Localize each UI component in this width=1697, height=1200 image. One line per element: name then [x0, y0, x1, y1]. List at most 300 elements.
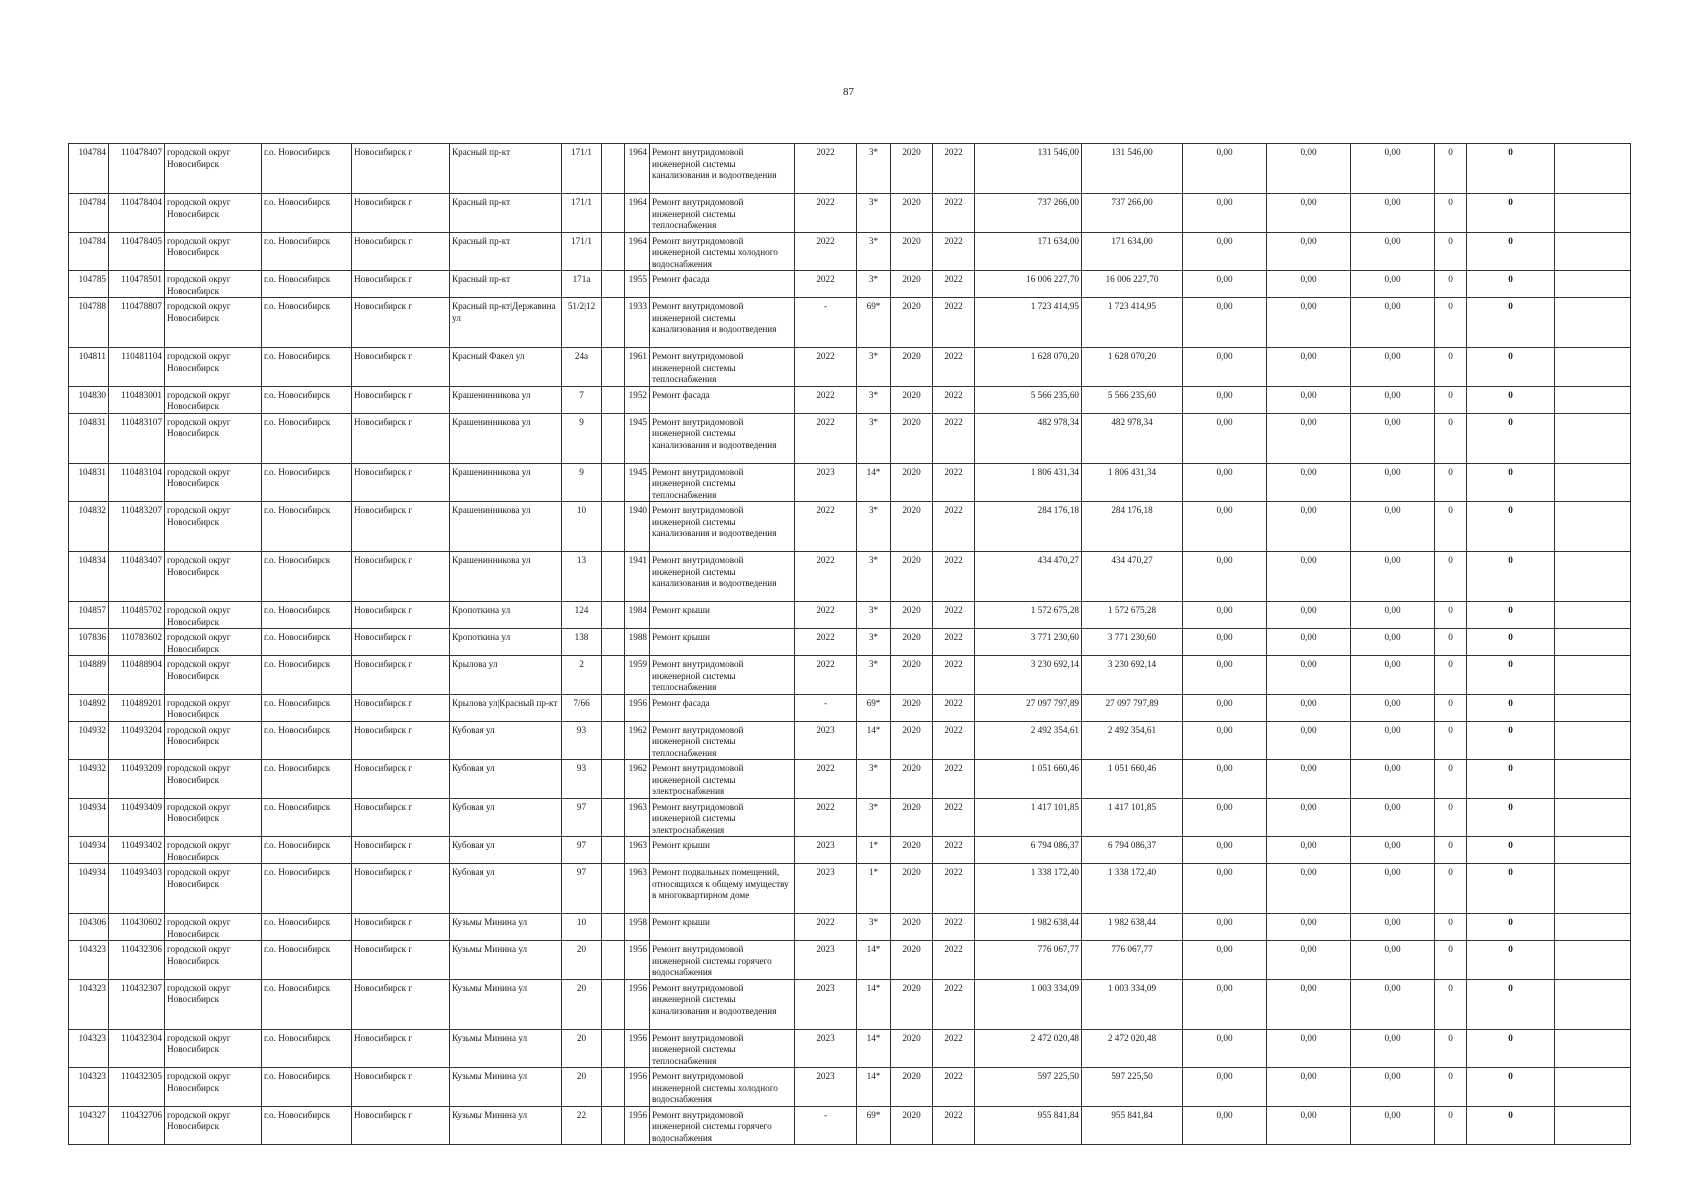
cell-total-cost: 16 006 227,70	[975, 271, 1082, 298]
cell-local-cost: 0,00	[1351, 298, 1435, 348]
cell-note-code: 69*	[857, 298, 891, 348]
cell-plan-year: 2022	[795, 602, 857, 629]
cell-work-type: Ремонт фасада	[650, 386, 795, 413]
cell-municipality: городской округ Новосибирск	[165, 144, 262, 194]
cell-local-cost: 0,00	[1351, 760, 1435, 799]
cell-other-cost: 0	[1467, 413, 1555, 463]
cell-work-type: Ремонт внутридомовой инженерной системы теплоснабжения	[650, 194, 795, 233]
cell-owners-cost-count: 0	[1435, 271, 1467, 298]
cell-regional-cost: 0,00	[1267, 941, 1351, 980]
cell-item-id: 110478501	[109, 271, 165, 298]
cell-building	[602, 629, 625, 656]
cell-street: Кропоткина ул	[450, 629, 562, 656]
cell-street: Крашенинникова ул	[450, 502, 562, 552]
cell-year-built: 1952	[625, 386, 650, 413]
cell-fund-cost: 2 492 354,61	[1082, 721, 1183, 760]
cell-total-cost: 6 794 086,37	[975, 837, 1082, 864]
cell-locality: Новосибирск г	[352, 798, 450, 837]
cell-locality: Новосибирск г	[352, 721, 450, 760]
cell-local-cost: 0,00	[1351, 941, 1435, 980]
cell-municipal-district: г.о. Новосибирск	[262, 864, 352, 914]
cell-municipal-district: г.о. Новосибирск	[262, 656, 352, 695]
cell-local-cost: 0,00	[1351, 656, 1435, 695]
cell-house-id: 104831	[69, 413, 109, 463]
cell-period-end: 2022	[933, 602, 975, 629]
cell-work-type: Ремонт внутридомовой инженерной системы горячего водоснабжения	[650, 1106, 795, 1145]
cell-locality: Новосибирск г	[352, 864, 450, 914]
cell-locality: Новосибирск г	[352, 629, 450, 656]
cell-note-code: 3*	[857, 552, 891, 602]
cell-street: Кузьмы Минина ул	[450, 979, 562, 1029]
cell-locality: Новосибирск г	[352, 463, 450, 502]
cell-house-number: 20	[562, 979, 602, 1029]
cell-owners-cost-count: 0	[1435, 232, 1467, 271]
cell-period-start: 2020	[891, 1106, 933, 1145]
cell-house-id: 104785	[69, 271, 109, 298]
cell-locality: Новосибирск г	[352, 144, 450, 194]
cell-plan-year: 2022	[795, 502, 857, 552]
cell-owners-cost-count: 0	[1435, 1106, 1467, 1145]
cell-other-cost: 0	[1467, 979, 1555, 1029]
cell-regional-cost: 0,00	[1267, 144, 1351, 194]
cell-owners-cost-count: 0	[1435, 721, 1467, 760]
cell-plan-year: -	[795, 298, 857, 348]
cell-fund-cost: 482 978,34	[1082, 413, 1183, 463]
cell-other-cost: 0	[1467, 602, 1555, 629]
cell-work-type: Ремонт внутридомовой инженерной системы канализования и водоотведения	[650, 502, 795, 552]
cell-note-code: 3*	[857, 144, 891, 194]
cell-owners-cost-count: 0	[1435, 348, 1467, 387]
cell-municipal-district: г.о. Новосибирск	[262, 552, 352, 602]
cell-building	[602, 413, 625, 463]
cell-federal-cost: 0,00	[1183, 798, 1267, 837]
cell-federal-cost: 0,00	[1183, 979, 1267, 1029]
cell-note-code: 3*	[857, 271, 891, 298]
cell-federal-cost: 0,00	[1183, 941, 1267, 980]
cell-local-cost: 0,00	[1351, 271, 1435, 298]
cell-house-id: 104832	[69, 502, 109, 552]
cell-regional-cost: 0,00	[1267, 798, 1351, 837]
cell-local-cost: 0,00	[1351, 694, 1435, 721]
cell-year-built: 1988	[625, 629, 650, 656]
cell-federal-cost: 0,00	[1183, 386, 1267, 413]
cell-locality: Новосибирск г	[352, 232, 450, 271]
cell-house-id: 104784	[69, 144, 109, 194]
cell-plan-year: 2022	[795, 914, 857, 941]
cell-period-start: 2020	[891, 914, 933, 941]
cell-street: Крылова ул|Красный пр-кт	[450, 694, 562, 721]
cell-municipal-district: г.о. Новосибирск	[262, 386, 352, 413]
cell-extra	[1555, 502, 1631, 552]
cell-total-cost: 284 176,18	[975, 502, 1082, 552]
cell-locality: Новосибирск г	[352, 271, 450, 298]
table-row	[69, 463, 1631, 502]
cell-period-start: 2020	[891, 463, 933, 502]
cell-period-start: 2020	[891, 271, 933, 298]
cell-federal-cost: 0,00	[1183, 502, 1267, 552]
cell-municipal-district: г.о. Новосибирск	[262, 941, 352, 980]
cell-building	[602, 721, 625, 760]
cell-locality: Новосибирск г	[352, 979, 450, 1029]
cell-note-code: 69*	[857, 1106, 891, 1145]
cell-period-start: 2020	[891, 386, 933, 413]
cell-year-built: 1963	[625, 798, 650, 837]
cell-plan-year: 2022	[795, 798, 857, 837]
cell-extra	[1555, 413, 1631, 463]
cell-period-start: 2020	[891, 298, 933, 348]
table-row	[69, 194, 1631, 233]
table-row	[69, 760, 1631, 799]
cell-fund-cost: 3 771 230,60	[1082, 629, 1183, 656]
cell-municipality: городской округ Новосибирск	[165, 552, 262, 602]
cell-fund-cost: 1 982 638,44	[1082, 914, 1183, 941]
cell-plan-year: -	[795, 694, 857, 721]
cell-owners-cost-count: 0	[1435, 914, 1467, 941]
cell-regional-cost: 0,00	[1267, 271, 1351, 298]
cell-other-cost: 0	[1467, 1029, 1555, 1068]
cell-extra	[1555, 1068, 1631, 1107]
cell-local-cost: 0,00	[1351, 413, 1435, 463]
cell-note-code: 3*	[857, 502, 891, 552]
cell-total-cost: 3 230 692,14	[975, 656, 1082, 695]
cell-regional-cost: 0,00	[1267, 602, 1351, 629]
cell-municipal-district: г.о. Новосибирск	[262, 194, 352, 233]
cell-other-cost: 0	[1467, 271, 1555, 298]
cell-period-start: 2020	[891, 194, 933, 233]
cell-year-built: 1933	[625, 298, 650, 348]
cell-municipal-district: г.о. Новосибирск	[262, 232, 352, 271]
cell-item-id: 110485702	[109, 602, 165, 629]
cell-house-number: 97	[562, 837, 602, 864]
cell-extra	[1555, 941, 1631, 980]
cell-period-end: 2022	[933, 298, 975, 348]
cell-locality: Новосибирск г	[352, 194, 450, 233]
cell-street: Кубовая ул	[450, 864, 562, 914]
cell-year-built: 1958	[625, 914, 650, 941]
cell-other-cost: 0	[1467, 656, 1555, 695]
cell-street: Крашенинникова ул	[450, 552, 562, 602]
cell-period-start: 2020	[891, 798, 933, 837]
cell-plan-year: 2023	[795, 979, 857, 1029]
cell-note-code: 3*	[857, 602, 891, 629]
cell-owners-cost-count: 0	[1435, 798, 1467, 837]
cell-owners-cost-count: 0	[1435, 760, 1467, 799]
cell-municipality: городской округ Новосибирск	[165, 1029, 262, 1068]
cell-house-number: 171а	[562, 271, 602, 298]
table-row	[69, 914, 1631, 941]
cell-work-type: Ремонт крыши	[650, 602, 795, 629]
cell-fund-cost: 3 230 692,14	[1082, 656, 1183, 695]
cell-house-id: 104892	[69, 694, 109, 721]
cell-period-end: 2022	[933, 864, 975, 914]
cell-other-cost: 0	[1467, 1106, 1555, 1145]
cell-house-number: 124	[562, 602, 602, 629]
cell-work-type: Ремонт фасада	[650, 694, 795, 721]
cell-house-number: 93	[562, 721, 602, 760]
table-row	[69, 144, 1631, 194]
cell-locality: Новосибирск г	[352, 760, 450, 799]
cell-building	[602, 194, 625, 233]
cell-extra	[1555, 602, 1631, 629]
cell-period-end: 2022	[933, 798, 975, 837]
cell-federal-cost: 0,00	[1183, 194, 1267, 233]
cell-year-built: 1963	[625, 864, 650, 914]
cell-federal-cost: 0,00	[1183, 413, 1267, 463]
cell-locality: Новосибирск г	[352, 552, 450, 602]
cell-total-cost: 1 051 660,46	[975, 760, 1082, 799]
cell-local-cost: 0,00	[1351, 602, 1435, 629]
cell-street: Кузьмы Минина ул	[450, 1068, 562, 1107]
cell-municipal-district: г.о. Новосибирск	[262, 979, 352, 1029]
cell-federal-cost: 0,00	[1183, 348, 1267, 387]
cell-year-built: 1940	[625, 502, 650, 552]
cell-fund-cost: 434 470,27	[1082, 552, 1183, 602]
cell-period-end: 2022	[933, 629, 975, 656]
repair-program-table	[68, 143, 1631, 1145]
cell-fund-cost: 955 841,84	[1082, 1106, 1183, 1145]
cell-federal-cost: 0,00	[1183, 837, 1267, 864]
table-row	[69, 941, 1631, 980]
cell-plan-year: 2023	[795, 837, 857, 864]
cell-house-id: 104323	[69, 979, 109, 1029]
cell-house-number: 171/1	[562, 194, 602, 233]
cell-municipality: городской округ Новосибирск	[165, 656, 262, 695]
cell-regional-cost: 0,00	[1267, 1029, 1351, 1068]
cell-building	[602, 656, 625, 695]
cell-other-cost: 0	[1467, 463, 1555, 502]
cell-house-number: 20	[562, 941, 602, 980]
cell-municipality: городской округ Новосибирск	[165, 914, 262, 941]
cell-regional-cost: 0,00	[1267, 463, 1351, 502]
cell-federal-cost: 0,00	[1183, 760, 1267, 799]
cell-street: Кубовая ул	[450, 760, 562, 799]
cell-federal-cost: 0,00	[1183, 1068, 1267, 1107]
cell-street: Кубовая ул	[450, 798, 562, 837]
cell-municipality: городской округ Новосибирск	[165, 979, 262, 1029]
cell-fund-cost: 5 566 235,60	[1082, 386, 1183, 413]
cell-building	[602, 348, 625, 387]
cell-note-code: 3*	[857, 798, 891, 837]
cell-plan-year: 2023	[795, 864, 857, 914]
cell-plan-year: 2022	[795, 629, 857, 656]
cell-period-end: 2022	[933, 348, 975, 387]
cell-total-cost: 597 225,50	[975, 1068, 1082, 1107]
cell-note-code: 14*	[857, 1029, 891, 1068]
cell-municipality: городской округ Новосибирск	[165, 1068, 262, 1107]
cell-other-cost: 0	[1467, 694, 1555, 721]
cell-year-built: 1963	[625, 837, 650, 864]
cell-year-built: 1956	[625, 1029, 650, 1068]
cell-house-id: 104934	[69, 864, 109, 914]
cell-total-cost: 1 723 414,95	[975, 298, 1082, 348]
cell-fund-cost: 6 794 086,37	[1082, 837, 1183, 864]
cell-regional-cost: 0,00	[1267, 721, 1351, 760]
cell-period-end: 2022	[933, 144, 975, 194]
cell-period-end: 2022	[933, 194, 975, 233]
cell-period-start: 2020	[891, 502, 933, 552]
cell-municipality: городской округ Новосибирск	[165, 413, 262, 463]
cell-municipality: городской округ Новосибирск	[165, 721, 262, 760]
table-row	[69, 837, 1631, 864]
cell-street: Кузьмы Минина ул	[450, 914, 562, 941]
cell-house-number: 20	[562, 1029, 602, 1068]
cell-period-start: 2020	[891, 941, 933, 980]
cell-local-cost: 0,00	[1351, 721, 1435, 760]
cell-item-id: 110493403	[109, 864, 165, 914]
cell-local-cost: 0,00	[1351, 552, 1435, 602]
cell-work-type: Ремонт внутридомовой инженерной системы канализования и водоотведения	[650, 413, 795, 463]
cell-municipality: городской округ Новосибирск	[165, 463, 262, 502]
cell-federal-cost: 0,00	[1183, 463, 1267, 502]
cell-year-built: 1956	[625, 979, 650, 1029]
cell-local-cost: 0,00	[1351, 629, 1435, 656]
cell-federal-cost: 0,00	[1183, 1029, 1267, 1068]
cell-other-cost: 0	[1467, 721, 1555, 760]
cell-house-number: 9	[562, 413, 602, 463]
cell-street: Кропоткина ул	[450, 602, 562, 629]
cell-house-number: 24а	[562, 348, 602, 387]
cell-local-cost: 0,00	[1351, 798, 1435, 837]
cell-building	[602, 463, 625, 502]
cell-regional-cost: 0,00	[1267, 656, 1351, 695]
cell-extra	[1555, 463, 1631, 502]
cell-local-cost: 0,00	[1351, 1029, 1435, 1068]
cell-house-id: 104323	[69, 1068, 109, 1107]
cell-other-cost: 0	[1467, 837, 1555, 864]
cell-street: Кубовая ул	[450, 721, 562, 760]
cell-extra	[1555, 144, 1631, 194]
cell-owners-cost-count: 0	[1435, 979, 1467, 1029]
cell-item-id: 110483407	[109, 552, 165, 602]
cell-regional-cost: 0,00	[1267, 1106, 1351, 1145]
cell-house-number: 171/1	[562, 144, 602, 194]
cell-municipality: городской округ Новосибирск	[165, 760, 262, 799]
cell-fund-cost: 1 338 172,40	[1082, 864, 1183, 914]
cell-extra	[1555, 298, 1631, 348]
cell-federal-cost: 0,00	[1183, 232, 1267, 271]
cell-extra	[1555, 629, 1631, 656]
cell-street: Красный пр-кт	[450, 194, 562, 233]
cell-year-built: 1961	[625, 348, 650, 387]
cell-street: Красный пр-кт	[450, 144, 562, 194]
cell-federal-cost: 0,00	[1183, 864, 1267, 914]
cell-owners-cost-count: 0	[1435, 298, 1467, 348]
cell-other-cost: 0	[1467, 348, 1555, 387]
cell-local-cost: 0,00	[1351, 979, 1435, 1029]
cell-municipal-district: г.о. Новосибирск	[262, 798, 352, 837]
table-row	[69, 694, 1631, 721]
cell-extra	[1555, 694, 1631, 721]
cell-municipal-district: г.о. Новосибирск	[262, 271, 352, 298]
cell-locality: Новосибирск г	[352, 1106, 450, 1145]
cell-street: Красный пр-кт	[450, 232, 562, 271]
cell-extra	[1555, 232, 1631, 271]
cell-plan-year: 2022	[795, 194, 857, 233]
cell-period-start: 2020	[891, 629, 933, 656]
cell-municipal-district: г.о. Новосибирск	[262, 602, 352, 629]
cell-note-code: 3*	[857, 386, 891, 413]
cell-note-code: 14*	[857, 941, 891, 980]
cell-locality: Новосибирск г	[352, 502, 450, 552]
cell-fund-cost: 776 067,77	[1082, 941, 1183, 980]
cell-extra	[1555, 914, 1631, 941]
cell-fund-cost: 1 003 334,09	[1082, 979, 1183, 1029]
cell-building	[602, 144, 625, 194]
cell-item-id: 110430602	[109, 914, 165, 941]
cell-plan-year: 2023	[795, 1068, 857, 1107]
cell-year-built: 1962	[625, 760, 650, 799]
cell-local-cost: 0,00	[1351, 1106, 1435, 1145]
cell-regional-cost: 0,00	[1267, 194, 1351, 233]
cell-period-start: 2020	[891, 979, 933, 1029]
cell-house-id: 104831	[69, 463, 109, 502]
cell-street: Крашенинникова ул	[450, 386, 562, 413]
cell-extra	[1555, 837, 1631, 864]
cell-year-built: 1959	[625, 656, 650, 695]
cell-note-code: 3*	[857, 914, 891, 941]
cell-municipality: городской округ Новосибирск	[165, 864, 262, 914]
cell-fund-cost: 1 628 070,20	[1082, 348, 1183, 387]
cell-building	[602, 271, 625, 298]
cell-plan-year: 2022	[795, 760, 857, 799]
cell-work-type: Ремонт фасада	[650, 271, 795, 298]
cell-local-cost: 0,00	[1351, 864, 1435, 914]
cell-work-type: Ремонт внутридомовой инженерной системы канализования и водоотведения	[650, 552, 795, 602]
cell-fund-cost: 737 266,00	[1082, 194, 1183, 233]
cell-house-id: 104934	[69, 837, 109, 864]
cell-item-id: 110478404	[109, 194, 165, 233]
cell-house-id: 104889	[69, 656, 109, 695]
cell-regional-cost: 0,00	[1267, 1068, 1351, 1107]
cell-note-code: 14*	[857, 979, 891, 1029]
table-body	[69, 144, 1631, 1145]
cell-other-cost: 0	[1467, 760, 1555, 799]
cell-total-cost: 1 338 172,40	[975, 864, 1082, 914]
cell-locality: Новосибирск г	[352, 1068, 450, 1107]
cell-other-cost: 0	[1467, 502, 1555, 552]
cell-municipality: городской округ Новосибирск	[165, 798, 262, 837]
cell-fund-cost: 1 723 414,95	[1082, 298, 1183, 348]
cell-note-code: 3*	[857, 348, 891, 387]
cell-extra	[1555, 386, 1631, 413]
cell-year-built: 1956	[625, 1106, 650, 1145]
table-row	[69, 1029, 1631, 1068]
cell-house-number: 138	[562, 629, 602, 656]
cell-item-id: 110432305	[109, 1068, 165, 1107]
cell-period-start: 2020	[891, 413, 933, 463]
cell-fund-cost: 1 417 101,85	[1082, 798, 1183, 837]
cell-regional-cost: 0,00	[1267, 413, 1351, 463]
cell-extra	[1555, 194, 1631, 233]
cell-house-id: 104834	[69, 552, 109, 602]
cell-year-built: 1962	[625, 721, 650, 760]
cell-extra	[1555, 979, 1631, 1029]
cell-period-end: 2022	[933, 232, 975, 271]
cell-period-end: 2022	[933, 502, 975, 552]
cell-municipal-district: г.о. Новосибирск	[262, 694, 352, 721]
cell-plan-year: 2022	[795, 386, 857, 413]
cell-year-built: 1955	[625, 271, 650, 298]
cell-federal-cost: 0,00	[1183, 914, 1267, 941]
cell-total-cost: 482 978,34	[975, 413, 1082, 463]
cell-municipality: городской округ Новосибирск	[165, 602, 262, 629]
cell-regional-cost: 0,00	[1267, 386, 1351, 413]
cell-fund-cost: 16 006 227,70	[1082, 271, 1183, 298]
cell-locality: Новосибирск г	[352, 602, 450, 629]
cell-federal-cost: 0,00	[1183, 298, 1267, 348]
cell-regional-cost: 0,00	[1267, 864, 1351, 914]
cell-item-id: 110493204	[109, 721, 165, 760]
